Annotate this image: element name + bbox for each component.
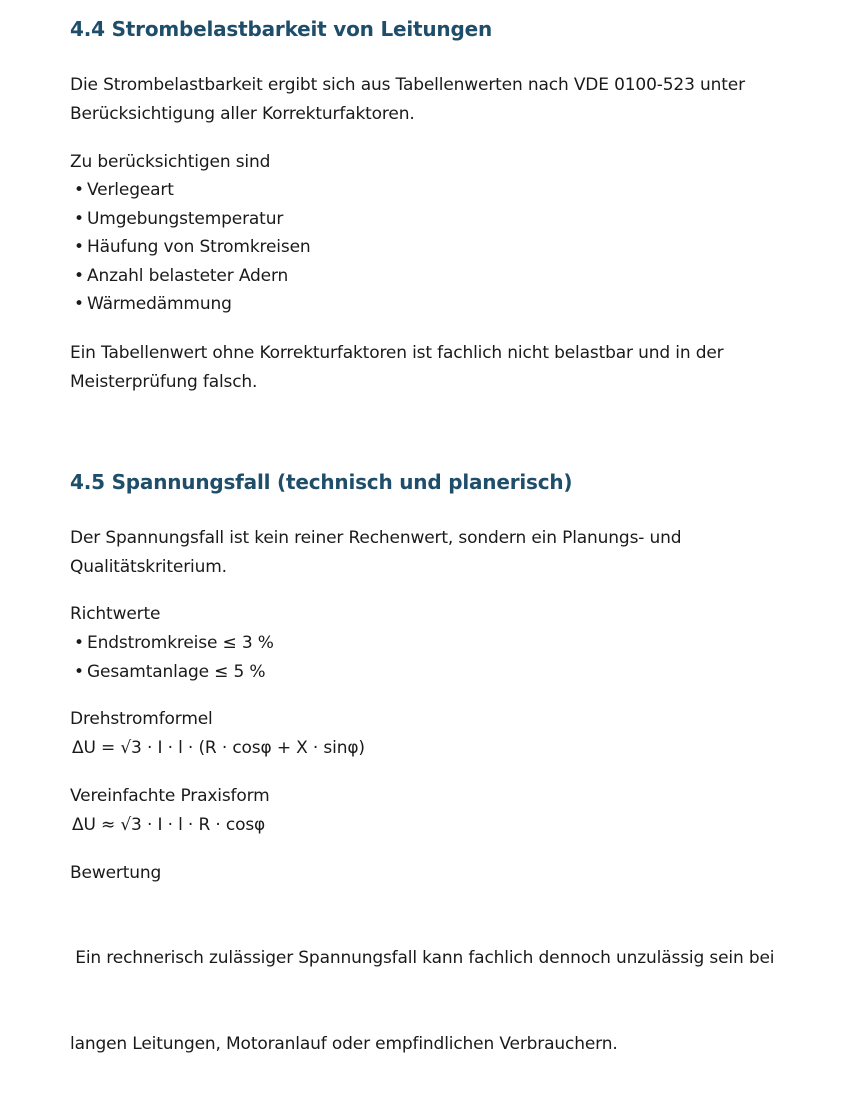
evaluation-line: Ein rechnerisch zulässiger Spannungsfall kann fachlich dennoch unzulässig sein bei: [70, 948, 775, 968]
bullet-icon: •: [74, 208, 84, 229]
list-item: • Verlegeart: [74, 176, 311, 205]
section-4-4-note: [70, 339, 810, 396]
intro-line: Berücksichtigung aller Korrekturfaktoren.: [70, 103, 415, 124]
note-line: Meisterprüfung falsch.: [70, 371, 258, 392]
bullet-icon: •: [74, 265, 84, 286]
bullet-icon: •: [74, 180, 84, 200]
list-item: • Endstromkreise ≤ 3 %: [74, 629, 274, 658]
intro-line: Qualitätskriterium.: [70, 556, 227, 577]
section-4-5-intro: [70, 524, 810, 581]
evaluation-line: langen Leitungen, Motoranlauf oder empfindlichen Verbrauchern.: [70, 1033, 618, 1054]
list-item: • Umgebungstemperatur: [74, 205, 311, 234]
list-title: Zu berücksichtigen sind: [70, 152, 271, 172]
section-heading-4-4: 4.4 Strombelastbarkeit von Leitungen: [70, 17, 492, 41]
bullet-icon: •: [74, 633, 84, 653]
simplified-title: Vereinfachte Praxisform: [70, 786, 270, 806]
three-phase-formula: ΔU = √3 · I · l · (R · cosφ + X · sinφ): [72, 738, 365, 758]
bullet-icon: •: [74, 294, 84, 314]
intro-line: Die Strombelastbarkeit ergibt sich aus Tabellenwerten nach VDE 0100-523 unter: [70, 75, 745, 95]
richtwerte-list: [74, 629, 274, 686]
section-heading-4-5: 4.5 Spannungsfall (technisch und planerisch): [70, 470, 573, 494]
list-item: • Häufung von Stromkreisen: [74, 233, 311, 262]
evaluation-title: Bewertung: [70, 863, 162, 883]
list-item: • Wärmedämmung: [74, 290, 311, 319]
simplified-formula: ΔU ≈ √3 · I · l · R · cosφ: [72, 815, 266, 835]
bullet-icon: •: [74, 237, 84, 257]
list-item: • Anzahl belasteter Adern: [74, 262, 311, 291]
richtwerte-title: Richtwerte: [70, 604, 161, 624]
section-4-4-intro: [70, 71, 810, 128]
evaluation-text: [70, 887, 810, 1115]
intro-line: Der Spannungsfall ist kein reiner Rechenwert, sondern ein Planungs- und: [70, 528, 682, 548]
formula-title: Drehstromformel: [70, 709, 213, 729]
bullet-icon: •: [74, 661, 84, 682]
considerations-list: [74, 176, 311, 319]
note-line: Ein Tabellenwert ohne Korrekturfaktoren ist fachlich nicht belastbar und in der: [70, 343, 724, 363]
list-item: • Gesamtanlage ≤ 5 %: [74, 658, 274, 687]
